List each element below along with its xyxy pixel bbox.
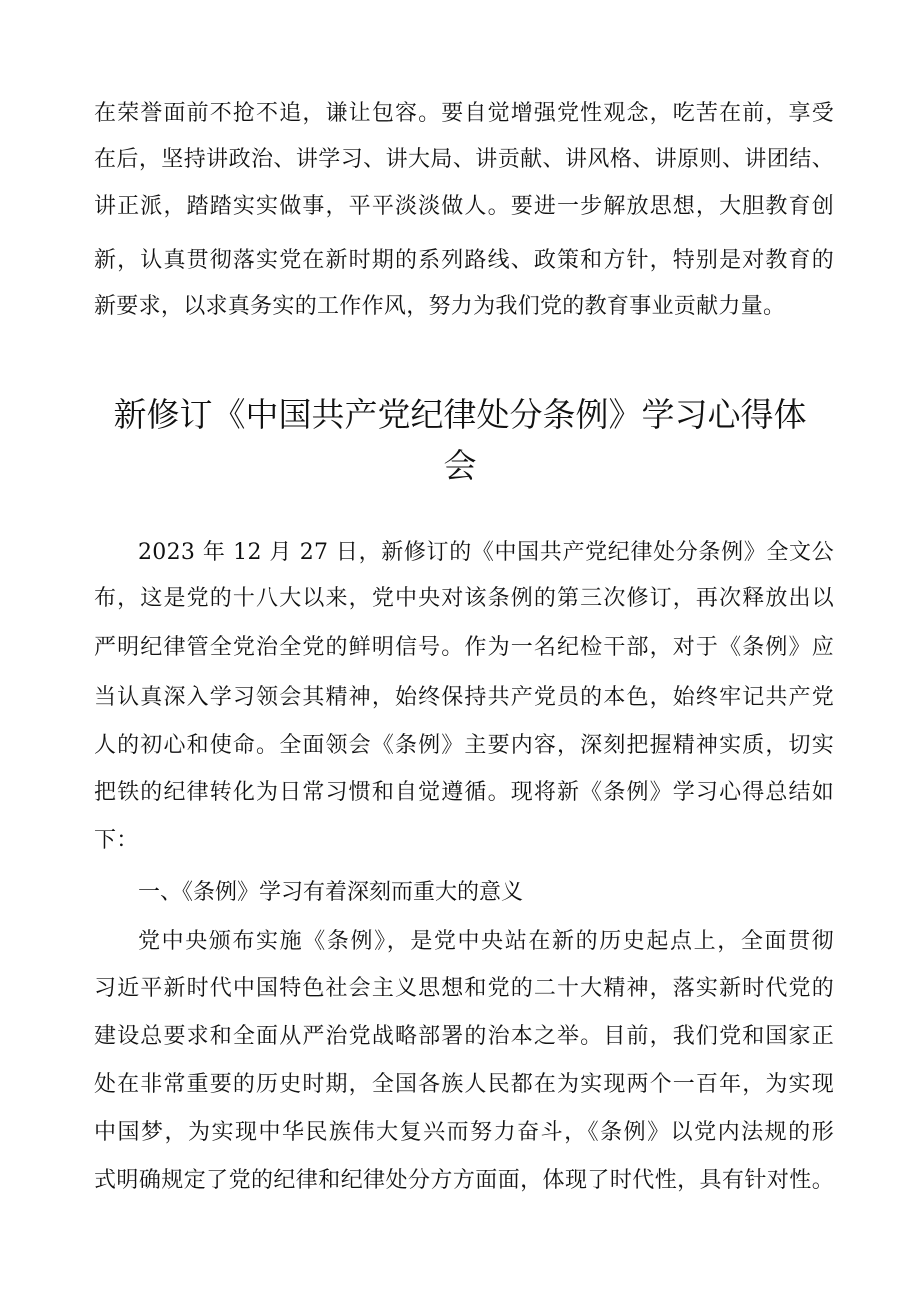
paragraph-line: 当认真深入学习领会其精神，始终保持共产党员的本色，始终牢记共产党	[94, 685, 834, 710]
paragraph-line: 党中央颁布实施《条例》，是党中央站在新的历史起点上，全面贯彻	[138, 929, 834, 954]
paragraph-line: 建设总要求和全面从严治党战略部署的治本之举。目前，我们党和国家正	[94, 1024, 834, 1049]
paragraph-line: 新，认真贯彻落实党在新时期的系列路线、政策和方针，特别是对教育的	[94, 248, 834, 273]
paragraph-line: 2023 年 12 月 27 日，新修订的《中国共产党纪律处分条例》全文公	[138, 540, 834, 565]
article-title-line-1: 新修订《中国共产党纪律处分条例》学习心得体	[113, 395, 807, 434]
section-heading: 一、《条例》学习有着深刻而重大的意义	[138, 880, 524, 905]
paragraph-line: 在后，坚持讲政治、讲学习、讲大局、讲贡献、讲风格、讲原则、讲团结、	[94, 147, 834, 172]
paragraph-line: 把铁的纪律转化为日常习惯和自觉遵循。现将新《条例》学习心得总结如	[94, 780, 834, 805]
paragraph-line: 习近平新时代中国特色社会主义思想和党的二十大精神，落实新时代党的	[94, 976, 834, 1001]
paragraph-line: 人的初心和使命。全面领会《条例》主要内容，深刻把握精神实质，切实	[94, 733, 834, 758]
paragraph-line: 严明纪律管全党治全党的鲜明信号。作为一名纪检干部，对于《条例》应	[94, 635, 834, 660]
article-title-line-2: 会	[443, 446, 477, 485]
paragraph-line: 讲正派，踏踏实实做事，平平淡淡做人。要进一步解放思想，大胆教育创	[94, 194, 834, 219]
paragraph-line: 处在非常重要的历史时期，全国各族人民都在为实现两个一百年，为实现	[94, 1072, 834, 1097]
paragraph-line: 布，这是党的十八大以来，党中央对该条例的第三次修订，再次释放出以	[94, 586, 834, 611]
paragraph-line: 在荣誉面前不抢不追，谦让包容。要自觉增强党性观念，吃苦在前，享受	[94, 101, 834, 126]
paragraph-line: 新要求，以求真务实的工作作风，努力为我们党的教育事业贡献力量。	[94, 294, 786, 319]
paragraph-line: 式明确规定了党的纪律和纪律处分方方面面，体现了时代性，具有针对性。	[94, 1168, 834, 1193]
paragraph-line: 下：	[94, 828, 139, 853]
paragraph-line: 中国梦，为实现中华民族伟大复兴而努力奋斗，《条例》以党内法规的形	[94, 1120, 834, 1145]
